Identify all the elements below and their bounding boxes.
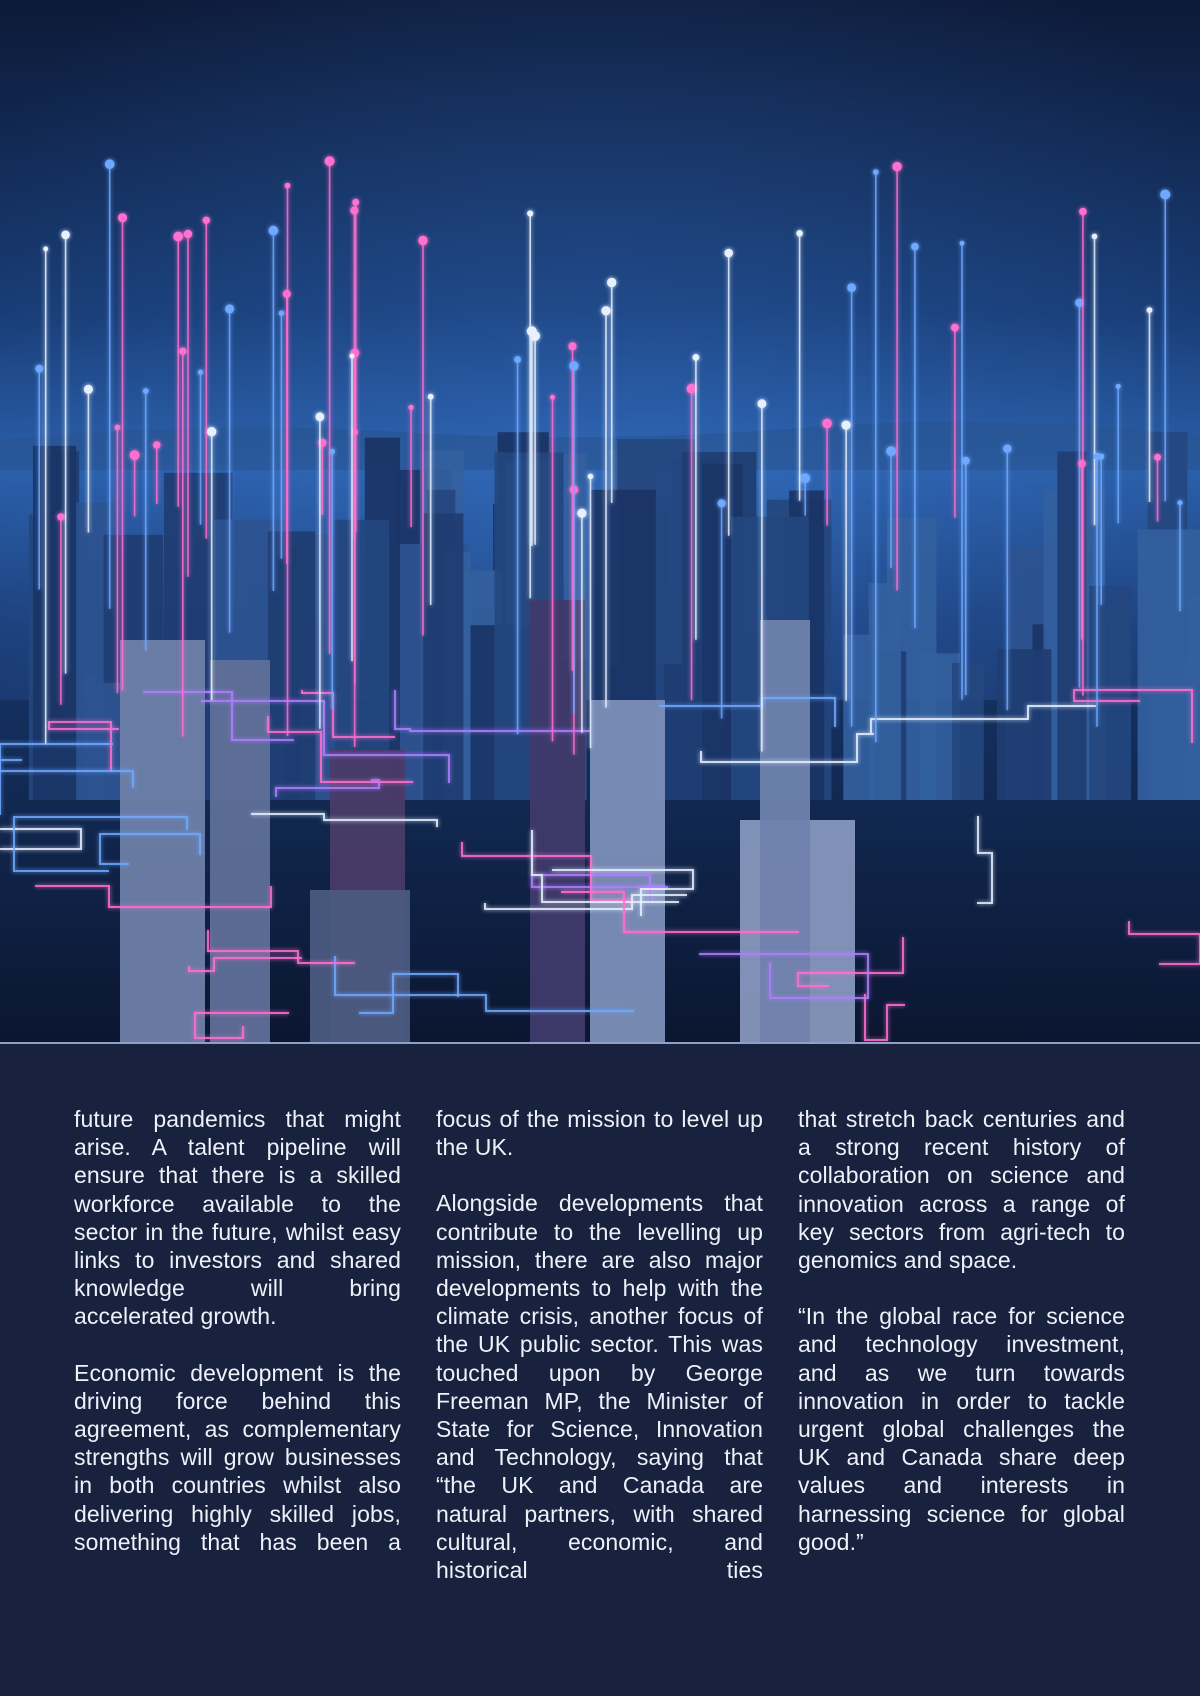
spire-light-dot — [550, 395, 555, 400]
spire-light-dot — [179, 348, 186, 355]
spire-light-dot — [569, 361, 578, 370]
spire-light-dot — [130, 450, 140, 460]
spire-light-dot — [796, 230, 803, 237]
text-column-1 — [74, 1105, 401, 1612]
spire-light-dot — [1003, 445, 1011, 453]
spire-light-dot — [1116, 384, 1121, 389]
building-shape — [268, 531, 315, 800]
building-shape — [423, 513, 463, 800]
spire-light-dot — [951, 324, 959, 332]
spire-light-dot — [601, 306, 610, 315]
article-columns — [74, 1105, 1126, 1612]
spire-light-dot — [105, 159, 115, 169]
building-shape — [869, 583, 901, 800]
spire-light-dot — [325, 156, 335, 166]
tower-shape — [120, 640, 205, 1042]
spire-light-dot — [418, 236, 427, 245]
spire-light-dot — [279, 310, 285, 316]
spire-light-dot — [184, 230, 192, 238]
spire-light-dot — [43, 246, 48, 251]
spire-light-dot — [718, 499, 726, 507]
spire-light-dot — [173, 232, 183, 242]
spire-light-dot — [847, 283, 856, 292]
spire-light-dot — [1154, 454, 1161, 461]
spire-light-dot — [408, 405, 413, 410]
spire-light-dot — [1177, 500, 1182, 505]
spire-light-dot — [61, 231, 70, 240]
spire-light-dot — [568, 342, 576, 350]
spire-light-dot — [207, 427, 216, 436]
spire-light-dot — [349, 353, 354, 358]
spire-light-dot — [269, 226, 279, 236]
spire-light-dot — [153, 441, 160, 448]
paragraph: Alongside developments that contribute to the levelling up mission, there are also major developments to help with the climate crisis, another focus of the UK public sector. This was touched upon by George Freeman MP, the Minister of State for Science, Innovation and Technology, saying that “the UK and Canada are natural partners, with shared cultural, economic, and historical ties — [436, 1190, 763, 1584]
tower-shape — [310, 890, 410, 1042]
spire-light-dot — [329, 449, 335, 455]
paragraph: future pandemics that might arise. A talent pipeline will ensure that there is a skilled workforce available to the sector in the future, whilst easy links to investors and shared knowledge will bring accelerated growth. — [74, 1106, 401, 1330]
spire-light-dot — [1092, 234, 1098, 240]
spire-light-dot — [35, 365, 43, 373]
text-column-3 — [798, 1105, 1125, 1612]
spire-light-dot — [1147, 307, 1153, 313]
paragraph: Economic development is the driving force behind this agreement, as complementary strengths will grow businesses in both countries whilst also delivering highly skilled jobs, something that has been a — [74, 1359, 401, 1555]
tower-shape — [210, 660, 270, 1042]
building-shape — [997, 649, 1052, 800]
text-column-2 — [436, 1105, 763, 1612]
spire-light-dot — [962, 457, 970, 465]
spire-light-dot — [352, 199, 359, 206]
spire-light-dot — [350, 206, 358, 214]
spire-light-dot — [1093, 453, 1100, 460]
spire-light-dot — [892, 162, 901, 171]
spire-light-dot — [960, 241, 965, 246]
spire-light-dot — [577, 509, 586, 518]
spire-light-dot — [527, 210, 533, 216]
spire-light-dot — [1078, 460, 1086, 468]
spire-light-dot — [84, 385, 93, 394]
building-shape — [1138, 529, 1200, 800]
spire-light-dot — [724, 249, 733, 258]
spire-light-dot — [842, 421, 851, 430]
spire-light-dot — [800, 473, 810, 483]
spire-light-dot — [527, 326, 537, 336]
spire-light-dot — [115, 425, 121, 431]
spire-light-dot — [886, 446, 896, 456]
paragraph: focus of the mission to level up the UK. — [436, 1106, 763, 1161]
spire-light-dot — [1079, 208, 1087, 216]
hero-bottom-edge — [0, 1042, 1200, 1044]
spire-light-dot — [143, 388, 149, 394]
spire-light-dot — [428, 394, 434, 400]
tower-shape — [530, 600, 585, 1042]
spire-light-dot — [822, 419, 832, 429]
paragraph: “In the global race for science and technology investment, and as we turn towards innovation in order to tackle urgent global challenges the UK and Canada share deep values and interests in harnessing science for global good.” — [798, 1303, 1125, 1555]
spire-light-dot — [687, 384, 697, 394]
spire-light-dot — [607, 278, 616, 287]
spire-light-dot — [873, 169, 879, 175]
spire-light-dot — [198, 370, 203, 375]
spire-light-dot — [911, 243, 919, 251]
spire-light-dot — [693, 354, 700, 361]
spire-light-dot — [57, 513, 64, 520]
spire-light-dot — [285, 183, 291, 189]
spire-light-dot — [514, 356, 521, 363]
spire-light-dot — [588, 474, 594, 480]
tower-shape — [760, 620, 810, 1042]
spire-light-dot — [758, 399, 767, 408]
building-shape — [952, 663, 984, 800]
building-shape — [1089, 586, 1131, 800]
paragraph: that stretch back centuries and a strong recent history of collaboration on science and innovation across a range of key sectors from agri-tech to genomics and space. — [798, 1106, 1125, 1274]
spire-light-dot — [1160, 190, 1170, 200]
spire-light-dot — [225, 304, 234, 313]
spire-light-dot — [203, 217, 210, 224]
spire-light-dot — [118, 213, 127, 222]
spire-light-dot — [316, 412, 325, 421]
